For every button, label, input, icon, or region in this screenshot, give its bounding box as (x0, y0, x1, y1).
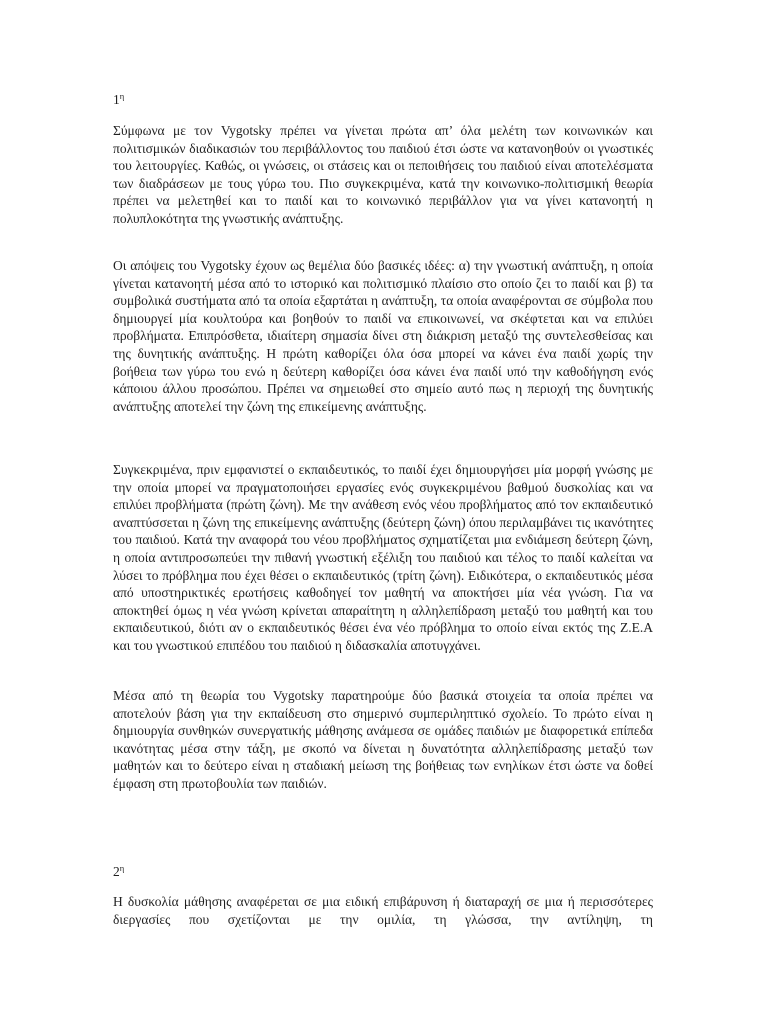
section-2-paragraph-1: Η δυσκολία μάθησης αναφέρεται σε μια ειδική επιβάρυνση ή διαταραχή σε μια ή περισσότερες διεργασίες που σχετίζονται με την ομιλία, τη γλώσσα, την αντίληψη, τη (113, 894, 653, 927)
section-1-paragraph-4: Μέσα από τη θεωρία του Vygotsky παρατηρούμε δύο βασικά στοιχεία τα οποία πρέπει να αποτελούν βάση για την εκπαίδευση στο σημερινό συμπεριληπτικό σχολείο. Το πρώτο είναι η δημιουργία συνθηκών συνεργατικής μάθησης ανάμεσα σε ομάδες παιδιών με διαφορετικά επίπεδα ικανότητας μέσα στην τάξη, με σκοπό να δίνεται η δυνατότητα αλληλεπίδρασης μεταξύ των μαθητών και το δεύτερο είναι η σταδιακή μείωση της βοήθειας των ενηλίκων έτσι ώστε να δοθεί έμφαση στη πρωτοβουλία των παιδιών. (113, 688, 653, 791)
section-1-number: 1 (113, 92, 120, 107)
section-1-paragraph-3: Συγκεκριμένα, πριν εμφανιστεί ο εκπαιδευτικός, το παιδί έχει δημιουργήσει μία μορφή γνώσης με την οποία μπορεί να πραγματοποιήσει εργασίες ενός συγκεκριμένου βαθμού δυσκολίας και να επιλύει προβλήματα (πρώτη ζώνη). Με την ανάθεση ενός νέου προβλήματος από τον εκπαιδευτικό αναπτύσσεται η ζώνη της επικείμενης ανάπτυξης (δεύτερη ζώνη) όπου περιλαμβάνει τις ικανότητες του παιδιού. Κατά την αναφορά του νέου προβλήματος σχηματίζεται μια ενδιάμεση δεύτερη ζώνη, η οποία αντιπροσωπεύει την πιθανή γνωστική εξέλιξη του παιδιού και τέλος το παιδί καλείται να λύσει το πρόβλημα που έχει θέσει ο εκπαιδευτικός (τρίτη ζώνη). Ειδικότερα, ο εκπαιδευτικός μέσα από υποστηρικτικές ερωτήσεις καθοδηγεί τον μαθητή να αποκτήσει μία νέα γνώση. Για να αποκτηθεί όμως η νέα γνώση κρίνεται απαραίτητη η αλληλεπίδραση μεταξύ του μαθητή και του εκπαιδευτικού, διότι αν ο εκπαιδευτικός θέσει ένα νέο πρόβλημα το οποίο είναι εκτός της Ζ.Ε.Α και του γνωστικού επιπέδου του παιδιού η διδασκαλία αποτυγχάνει. (113, 462, 653, 653)
section-1-heading (113, 88, 124, 108)
section-1-paragraph-1: Σύμφωνα με τον Vygotsky πρέπει να γίνεται πρώτα απ’ όλα μελέτη των κοινωνικών και πολιτισμικών διαδικασιών του περιβάλλοντος του παιδιού έτσι ώστε να κατανοηθούν οι γνωστικές του λειτουργίες. Καθώς, οι γνώσεις, οι στάσεις και οι πεποιθήσεις του παιδιού είναι αποτελέσματα των διαδράσεων με τους γύρω του. Πιο συγκεκριμένα, κατά την κοινωνικο-πολιτισμική θεωρία πρέπει να μελετηθεί και το παιδί και το κοινωνικό περιβάλλον για να γίνει κατανοητή η πολυπλοκότητα της γνωστικής ανάπτυξης. (113, 123, 653, 226)
section-2-ordinal-suffix: η (119, 863, 125, 873)
section-1-ordinal-suffix: η (119, 91, 125, 101)
section-2-number: 2 (113, 864, 120, 879)
section-1-paragraph-2: Οι απόψεις του Vygotsky έχουν ως θεμέλια δύο βασικές ιδέες: α) την γνωστική ανάπτυξη, η οποία γίνεται κατανοητή μέσα από το ιστορικό και πολιτισμικό πλαίσιο στο οποίο ζει το παιδί και β) τα συμβολικά συστήματα από τα οποία εξαρτάται η ανάπτυξη, τα οποία αναφέρονται σε σύμβολα που δημιουργεί μία κουλτούρα και βοηθούν το παιδί να επικοινωνεί, να σκέφτεται και να επιλύει προβλήματα. Επιπρόσθετα, ιδιαίτερη σημασία δίνει στη διάκριση μεταξύ της συντελεσθείσας και της δυνητικής ανάπτυξης. Η πρώτη καθορίζει όλα όσα μπορεί να κάνει ένα παιδί χωρίς την βοήθεια των γύρω του ενώ η δεύτερη καθορίζει όσα κάνει ένα παιδί υπό την καθοδήγηση ενός κάποιου άλλου προσώπου. Πρέπει να σημειωθεί στο σημείο αυτό πως η περιοχή της δυνητικής ανάπτυξης αποτελεί την ζώνη της επικείμενης ανάπτυξης. (113, 258, 653, 414)
section-2-heading (113, 860, 124, 880)
